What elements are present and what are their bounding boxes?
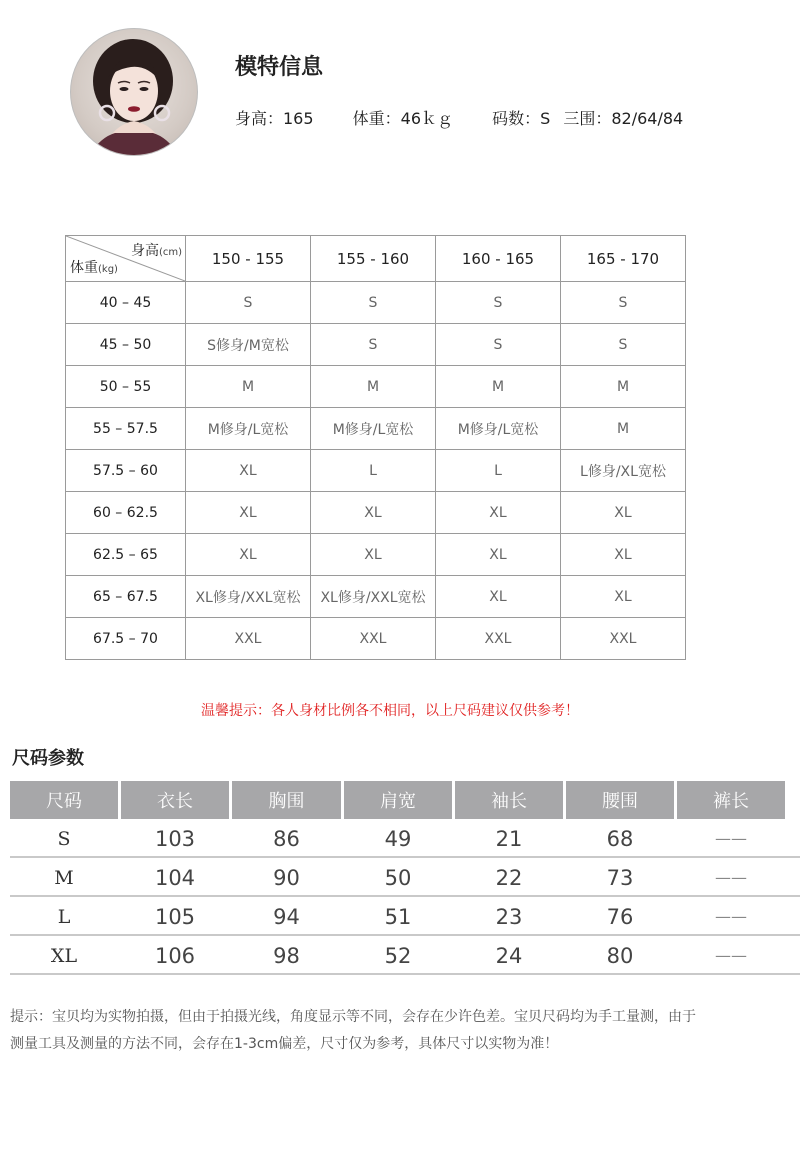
recommended-size-cell: XXL <box>436 618 561 660</box>
recommended-size-cell: S <box>561 324 686 366</box>
corner-weight-label: 体重(kg) <box>70 260 118 276</box>
recommended-size-cell: M修身/L宽松 <box>186 408 311 450</box>
weight-range-cell: 65 – 67.5 <box>66 576 186 618</box>
measurement-cell: 94 <box>273 904 300 929</box>
table-row <box>66 618 686 660</box>
recommended-size-cell: XL <box>436 492 561 534</box>
table-header-row <box>66 236 686 282</box>
note-line: 提示：宝贝均为实物拍摄，但由于拍摄光线，角度显示等不同，会存在少许色差。宝贝尺码均为手工量测，由于 <box>10 1009 696 1025</box>
height-range-header: 150 - 155 <box>186 236 311 282</box>
measurement-cell: —— <box>715 829 747 848</box>
height-range-header: 165 - 170 <box>561 236 686 282</box>
weight-range-cell: 60 – 62.5 <box>66 492 186 534</box>
recommended-size-cell: L <box>311 450 436 492</box>
size-tip: 温馨提示：各人身材比例各不相同，以上尺码建议仅供参考！ <box>201 703 579 719</box>
measurement-cell: 80 <box>606 943 634 968</box>
recommended-size-cell: M <box>561 408 686 450</box>
recommended-size-cell: XL <box>186 492 311 534</box>
weight-range-cell: 55 – 57.5 <box>66 408 186 450</box>
measurement-cell: 22 <box>495 865 523 890</box>
measurement-cell: 21 <box>495 826 523 851</box>
model-avatar <box>70 28 198 156</box>
size-params-header: 裤长 <box>677 781 785 819</box>
weight-range-cell: 40 – 45 <box>66 282 186 324</box>
measurement-cell: 106 <box>154 943 196 968</box>
measurement-cell: 51 <box>384 904 412 929</box>
recommended-size-cell: S <box>436 282 561 324</box>
recommended-size-cell: S <box>311 282 436 324</box>
size-label-cell: XL <box>50 944 78 967</box>
recommended-size-cell: XL <box>561 534 686 576</box>
weight-range-cell: 45 – 50 <box>66 324 186 366</box>
table-row <box>66 324 686 366</box>
measurement-cell: 105 <box>154 904 196 929</box>
recommended-size-cell: XL修身/XXL宽松 <box>186 576 311 618</box>
measurement-cell: 68 <box>606 826 634 851</box>
model-measurements: 三围：82/64/84 <box>563 109 684 128</box>
size-params-header: 衣长 <box>121 781 229 819</box>
size-params-header-row <box>10 781 800 819</box>
size-params-header: 尺码 <box>10 781 118 819</box>
measurement-cell: —— <box>715 946 747 965</box>
size-params-header: 胸围 <box>232 781 341 819</box>
table-row <box>66 366 686 408</box>
measurement-cell: 52 <box>384 943 412 968</box>
recommended-size-cell: XL <box>561 492 686 534</box>
measurement-cell: 76 <box>606 904 634 929</box>
weight-range-cell: 50 – 55 <box>66 366 186 408</box>
recommended-size-cell: XL <box>311 534 436 576</box>
size-params-row <box>10 899 800 936</box>
size-params-title: 尺码参数 <box>12 748 84 769</box>
model-weight: 体重：46ｋｇ <box>352 109 454 128</box>
recommended-size-cell: M <box>561 366 686 408</box>
measurement-cell: 73 <box>606 865 634 890</box>
size-params-header: 袖长 <box>455 781 563 819</box>
table-row <box>66 492 686 534</box>
note-line: 测量工具及测量的方法不同，会存在1-3cm偏差，尺寸仅为参考，具体尺寸以实物为准！ <box>10 1036 559 1052</box>
recommended-size-cell: M <box>436 366 561 408</box>
size-params-row <box>10 821 800 858</box>
recommended-size-cell: XXL <box>561 618 686 660</box>
recommended-size-cell: XL <box>311 492 436 534</box>
model-stats <box>235 106 717 129</box>
recommended-size-cell: L <box>436 450 561 492</box>
weight-range-cell: 62.5 – 65 <box>66 534 186 576</box>
recommended-size-cell: XL <box>436 534 561 576</box>
measurement-cell: 90 <box>273 865 300 890</box>
recommended-size-cell: XL <box>186 450 311 492</box>
measurement-note <box>10 1004 795 1058</box>
recommended-size-cell: XL <box>561 576 686 618</box>
recommended-size-cell: S <box>186 282 311 324</box>
table-row <box>66 408 686 450</box>
recommended-size-cell: XL <box>436 576 561 618</box>
recommended-size-cell: M <box>186 366 311 408</box>
measurement-cell: 50 <box>384 865 412 890</box>
model-portrait-image <box>71 29 197 155</box>
height-range-header: 155 - 160 <box>311 236 436 282</box>
measurement-cell: 23 <box>495 904 523 929</box>
weight-range-cell: 57.5 – 60 <box>66 450 186 492</box>
table-row <box>66 534 686 576</box>
table-row <box>66 282 686 324</box>
size-params-row <box>10 938 800 975</box>
model-height: 身高：165 <box>235 109 314 128</box>
recommended-size-cell: XL <box>186 534 311 576</box>
measurement-cell: —— <box>715 907 747 926</box>
recommended-size-cell: S修身/M宽松 <box>186 324 311 366</box>
recommended-size-cell: M修身/L宽松 <box>311 408 436 450</box>
size-label-cell: S <box>57 827 71 850</box>
recommended-size-cell: S <box>311 324 436 366</box>
size-params-row <box>10 860 800 897</box>
recommended-size-cell: XXL <box>186 618 311 660</box>
recommended-size-cell: M修身/L宽松 <box>436 408 561 450</box>
measurement-cell: 24 <box>495 943 523 968</box>
height-range-header: 160 - 165 <box>436 236 561 282</box>
size-params-header: 腰围 <box>566 781 674 819</box>
size-recommendation-table <box>65 235 686 660</box>
recommended-size-cell: S <box>561 282 686 324</box>
table-row <box>66 576 686 618</box>
recommended-size-cell: XL修身/XXL宽松 <box>311 576 436 618</box>
table-row <box>66 450 686 492</box>
size-params-header: 肩宽 <box>344 781 452 819</box>
recommended-size-cell: XXL <box>311 618 436 660</box>
recommended-size-cell: S <box>436 324 561 366</box>
corner-height-label: 身高(cm) <box>130 243 182 259</box>
recommended-size-cell: L修身/XL宽松 <box>561 450 686 492</box>
model-size: 码数：S <box>492 109 551 128</box>
measurement-cell: 104 <box>154 865 196 890</box>
measurement-cell: 103 <box>154 826 196 851</box>
weight-range-cell: 67.5 – 70 <box>66 618 186 660</box>
table-corner-cell <box>66 236 186 282</box>
size-label-cell: L <box>57 905 71 928</box>
measurement-cell: —— <box>715 868 747 887</box>
measurement-cell: 98 <box>273 943 300 968</box>
size-params-table <box>10 781 800 975</box>
model-info-title: 模特信息 <box>235 55 324 80</box>
measurement-cell: 86 <box>273 826 300 851</box>
size-label-cell: M <box>54 866 74 889</box>
measurement-cell: 49 <box>384 826 412 851</box>
recommended-size-cell: M <box>311 366 436 408</box>
